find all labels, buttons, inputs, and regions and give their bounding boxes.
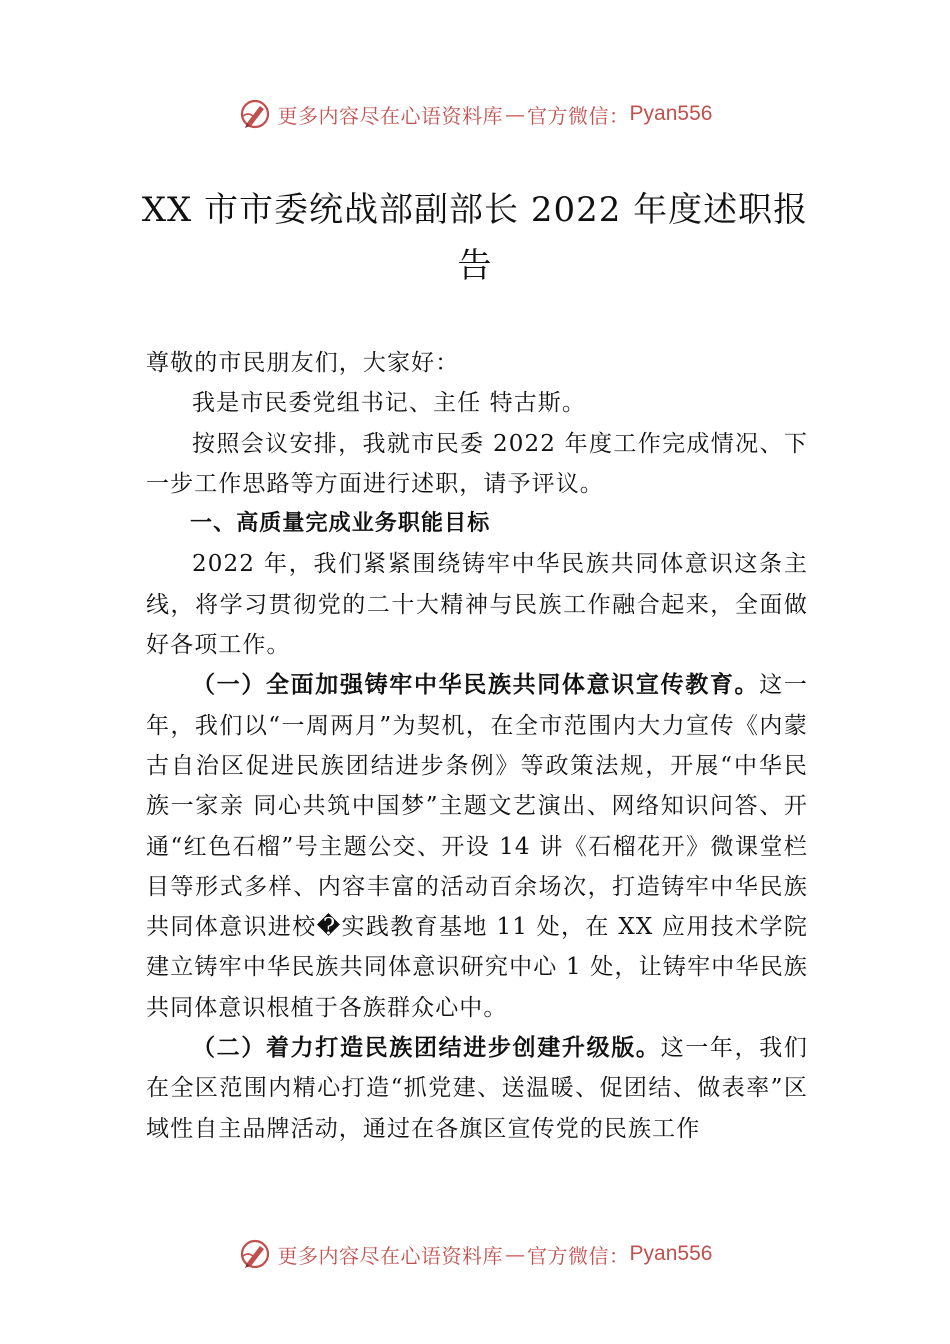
pen-logo-icon: [238, 97, 272, 131]
subsection-2-heading: （二）着力打造民族团结进步创建升级版。: [192, 1034, 661, 1062]
document-body: [146, 343, 808, 1149]
subsection-1-heading: （一）全面加强铸牢中华民族共同体意识宣传教育。: [192, 671, 760, 699]
intro-paragraph-2: 按照会议安排，我就市民委 2022 年度工作完成情况、下一步工作思路等方面进行述职，请予评议。: [146, 430, 808, 497]
section-1-paragraph: 2022 年，我们紧紧围绕铸牢中华民族共同体意识这条主线，将学习贯彻党的二十大精神与民族工作融合起来，全面做好各项工作。: [146, 551, 808, 659]
watermark-separator: —: [505, 1242, 526, 1266]
watermark-header: [0, 94, 950, 134]
watermark-account: Pyan556: [629, 1242, 713, 1265]
salutation: 尊敬的市民朋友们，大家好：: [146, 350, 460, 376]
subsection-2-paragraph: [146, 1028, 808, 1149]
subsection-1-body: 这一年，我们以“一周两月”为契机，在全市范围内大力宣传《内蒙古自治区促进民族团结进步条例》等政策法规，开展“中华民族一家亲 同心共筑中国梦”主题文艺演出、网络知识问答、开通“红色石榴”号主题公交、开设 14 讲《石榴花开》微课堂栏目等形式多样、内容丰富的活动百余场次，打造铸牢中华民族共同体意识进校�实践教育基地 11 处，在 XX 应用技术学院建立铸牢中华民族共同体意识研究中心 1 处，让铸牢中华民族共同体意识根植于各族群众心中。: [146, 672, 808, 1021]
watermark-label: 官方微信：: [527, 1243, 630, 1268]
watermark-text: 更多内容尽在心语资料库: [277, 1243, 504, 1268]
subsection-1-paragraph: [146, 665, 808, 1028]
watermark-separator: —: [505, 102, 526, 126]
intro-paragraph-1: 我是市民委党组书记、主任 特古斯。: [192, 390, 587, 417]
watermark-label: 官方微信：: [527, 103, 630, 128]
watermark-account: Pyan556: [629, 102, 713, 125]
section-1-heading: 一、高质量完成业务职能目标: [190, 511, 491, 537]
pen-logo-icon: [238, 1237, 272, 1271]
watermark-footer: [0, 1234, 950, 1274]
document-title: XX 市市委统战部副部长 2022 年度述职报告: [141, 190, 809, 286]
subsection-2-body: 这一年，我们在全区范围内精心打造“抓党建、送温暖、促团结、做表率”区域性自主品牌活动，通过在各旗区宣传党的民族工作: [146, 1035, 808, 1142]
watermark-text: 更多内容尽在心语资料库: [277, 103, 504, 128]
